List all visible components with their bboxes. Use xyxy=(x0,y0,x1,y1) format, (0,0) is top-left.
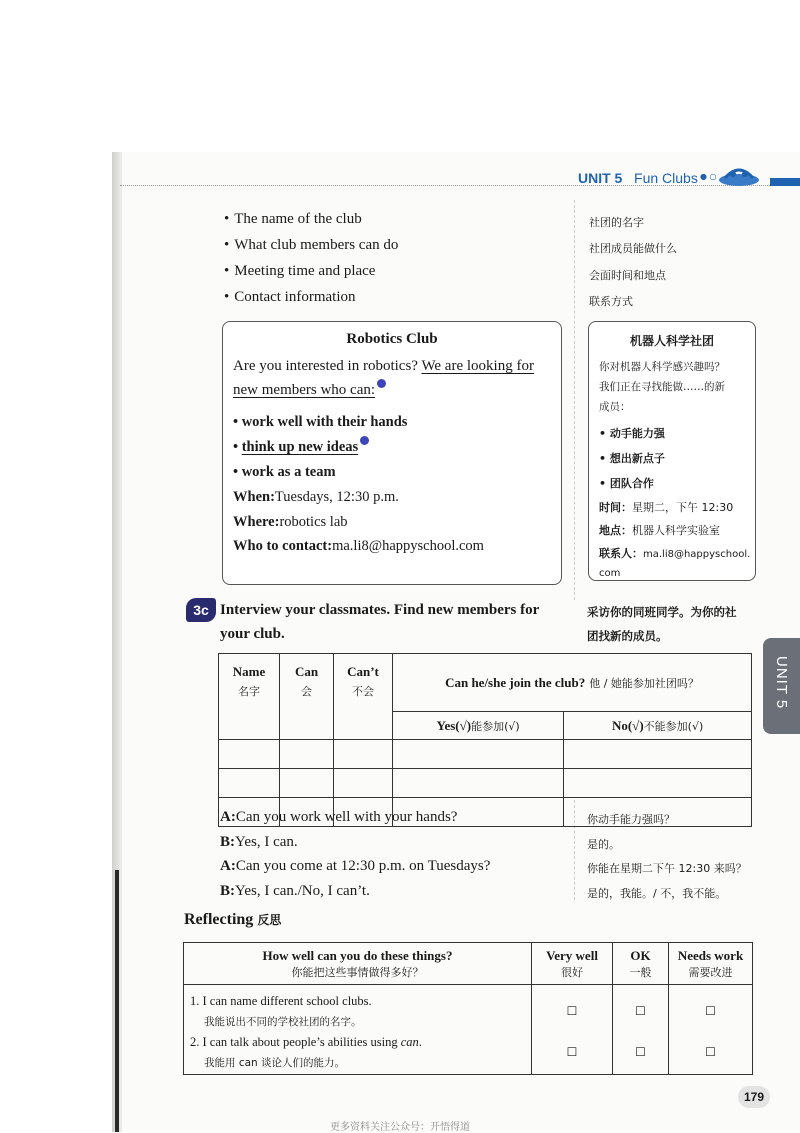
dialogue-zh xyxy=(587,808,747,906)
page-number: 179 xyxy=(738,1086,770,1108)
dialogue-line-zh: 你能在星期二下午 12:30 来吗？ xyxy=(587,862,747,875)
no-cell[interactable] xyxy=(564,769,752,798)
dialogue-line: B:Yes, I can. xyxy=(220,833,298,850)
task-badge: 3c xyxy=(186,598,216,622)
ad-intro: Are you interested in robotics? We are looking for new members who can: xyxy=(233,358,534,398)
col-cant-header: Can’t 不会 xyxy=(334,654,393,740)
ad-where: Where:robotics lab xyxy=(233,513,348,530)
very-well-header: Very well 很好 xyxy=(532,943,613,985)
skills-list-zh xyxy=(599,421,755,496)
list-item-zh: 会面时间和地点 xyxy=(589,268,666,282)
list-item: • What club members can do xyxy=(224,237,399,253)
survey-table xyxy=(218,653,752,827)
yes-cell[interactable] xyxy=(393,740,564,769)
column-divider-top xyxy=(574,200,575,600)
skill-item-zh: • 动手能力强 xyxy=(599,427,665,440)
reflect-item: 1. I can name different school clubs. xyxy=(190,994,372,1008)
col-yes-header: Yes(√)能参加(√) xyxy=(393,712,564,740)
unit-header xyxy=(578,170,698,186)
very-well-column xyxy=(532,985,613,1075)
ad-when: When:Tuesdays, 12:30 p.m. xyxy=(233,489,399,505)
col-name-header: Name 名字 xyxy=(219,654,280,740)
checkbox[interactable]: ☐ xyxy=(566,1045,578,1059)
unit-logo-icon xyxy=(715,162,763,188)
skill-item: • think up new ideas xyxy=(233,435,561,460)
checklist-zh xyxy=(589,210,677,315)
checkbox[interactable]: ☐ xyxy=(705,1004,716,1018)
checkbox[interactable]: ☐ xyxy=(635,1004,646,1018)
skills-list xyxy=(233,410,561,485)
dialogue-line: A:Can you come at 12:30 p.m. on Tuesdays? xyxy=(220,858,491,874)
dialogue-line-zh: 是的，我能。/ 不，我不能。 xyxy=(587,886,727,900)
checkbox[interactable]: ☐ xyxy=(705,1045,716,1059)
unit-number: UNIT 5 xyxy=(578,170,623,186)
dialogue-line-zh: 是的。 xyxy=(587,837,620,851)
checkbox[interactable]: ☐ xyxy=(566,1004,578,1018)
reflecting-table xyxy=(183,942,753,1075)
reflect-items: 1. I can name different school clubs. 我能说出不同的学校社团的名字。 2. I can talk about people’s abilities using can. 我能用 can 谈论人们的能力。 xyxy=(184,985,532,1075)
cant-cell[interactable] xyxy=(334,740,393,769)
reflect-question-header: How well can you do these things? 你能把这些事情做得多好？ xyxy=(184,943,532,985)
checklist xyxy=(224,206,398,310)
page-binding-dark xyxy=(115,870,119,1132)
can-cell[interactable] xyxy=(280,769,334,798)
ok-column xyxy=(613,985,669,1075)
no-cell[interactable] xyxy=(564,740,752,769)
col-no-header: No(√)不能参加(√) xyxy=(564,712,752,740)
skill-item: • work well with their hands xyxy=(233,414,408,430)
checkbox[interactable]: ☐ xyxy=(635,1045,646,1059)
reflecting-heading: Reflecting 反思 xyxy=(184,911,282,928)
ad-intro-zh: 你对机器人科学感兴趣吗？ 我们正在寻找能做……的新 成员： xyxy=(599,361,725,413)
cant-cell[interactable] xyxy=(334,769,393,798)
dialogue-line-zh: 你动手能力强吗？ xyxy=(587,813,675,826)
needs-work-header: Needs work 需要改进 xyxy=(669,943,753,985)
list-item: • Meeting time and place xyxy=(224,263,376,279)
list-item-zh: 社团成员能做什么 xyxy=(589,242,677,256)
list-item: • Contact information xyxy=(224,289,356,305)
dialogue xyxy=(220,805,490,903)
audio-marker-icon xyxy=(377,379,386,388)
table-row xyxy=(184,985,753,1075)
task-instruction-zh: 采访你的同班同学。为你的社 团找新的成员。 xyxy=(587,605,737,643)
ad-details-zh: 时间：星期二，下午 12:30 地点：机器人科学实验室 联系人：ma.li8@happyschool. com xyxy=(599,501,751,579)
needs-work-column xyxy=(669,985,753,1075)
audio-marker-icon xyxy=(360,436,369,445)
name-cell[interactable] xyxy=(219,740,280,769)
col-join-header: Can he/she join the club? 他 / 她能参加社团吗？ xyxy=(393,654,752,712)
ad-title: Robotics Club xyxy=(346,331,438,347)
list-item: • The name of the club xyxy=(224,211,362,227)
header-dots-icon: ● ○ xyxy=(700,172,717,181)
task-instruction: Interview your classmates. Find new members for your club. xyxy=(220,602,540,642)
ad-title-zh: 机器人科学社团 xyxy=(629,334,714,348)
list-item-zh: 社团的名字 xyxy=(589,216,644,229)
unit-side-tab: UNIT 5 xyxy=(763,638,800,734)
unit-title: Fun Clubs xyxy=(634,170,698,186)
skill-item-zh: • 想出新点子 xyxy=(599,452,665,465)
dialogue-line: B:Yes, I can./No, I can’t. xyxy=(220,882,370,899)
robotics-ad-card-zh xyxy=(588,321,756,581)
table-row xyxy=(219,769,752,798)
ad-contact: Who to contact:ma.li8@happyschool.com xyxy=(233,538,484,554)
dialogue-line: A:Can you work well with your hands? xyxy=(220,809,458,825)
ok-header: OK 一般 xyxy=(613,943,669,985)
reflect-item: 2. I can talk about people’s abilities using can. xyxy=(190,1035,422,1049)
header-rule xyxy=(120,185,800,186)
footer-note: 更多资料关注公众号：开悟得道 xyxy=(330,1122,470,1133)
col-can-header: Can 会 xyxy=(280,654,334,740)
robotics-ad-card xyxy=(222,321,562,585)
list-item-zh: 联系方式 xyxy=(589,294,633,308)
name-cell[interactable] xyxy=(219,769,280,798)
ad-details xyxy=(233,485,561,559)
yes-cell[interactable] xyxy=(393,769,564,798)
skill-item: • work as a team xyxy=(233,464,336,480)
can-cell[interactable] xyxy=(280,740,334,769)
skill-item-zh: • 团队合作 xyxy=(599,477,654,490)
table-row xyxy=(219,740,752,769)
header-bar xyxy=(770,178,800,186)
